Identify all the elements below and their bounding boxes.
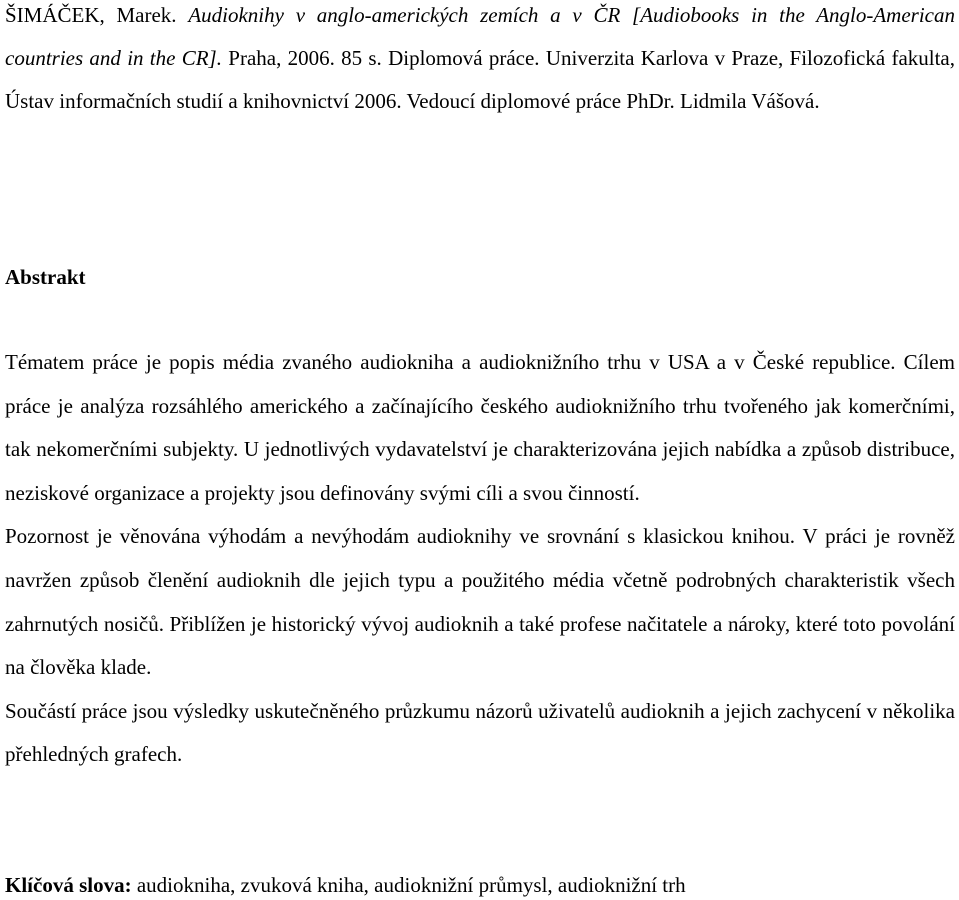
bibliographic-citation (5, 0, 955, 123)
citation-author: ŠIMÁČEK, Marek. (5, 3, 177, 27)
citation-title: Audioknihy v anglo-amerických zemích a v ČR [Audiobooks in the Anglo-American countries and in the CR]. (5, 3, 955, 70)
abstract-body (5, 341, 955, 777)
abstract-paragraph: Pozornost je věnována výhodám a nevýhodám audioknihy ve srovnání s klasickou knihou. V práci je rovněž navržen způsob členění audioknih dle jejich typu a použitého média včetně podrobných charakteristik všech zahrnutých nosičů. Přiblížen je historický vývoj audioknih a také profese načitatele a nároky, které toto povolání na člověka klade. (5, 524, 955, 680)
keywords-label: Klíčová slova: (5, 873, 132, 897)
abstract-paragraph: Tématem práce je popis média zvaného audiokniha a audioknižního trhu v USA a v České republice. Cílem práce je analýza rozsáhlého amerického a začínajícího českého audioknižního trhu tvořeného jak komerčními, tak nekomerčními subjekty. U jednotlivých vydavatelství je charakterizována jejich nabídka a způsob distribuce, neziskové organizace a projekty jsou definovány svými cíli a svou činností. (5, 350, 955, 505)
citation-details: Praha, 2006. 85 s. Diplomová práce. Univerzita Karlova v Praze, Filozofická fakulta, Ústav informačních studií a knihovnictví 2006. Vedoucí diplomové práce PhDr. Lidmila Vášová. (5, 46, 955, 113)
abstract-heading: Abstrakt (5, 265, 86, 289)
abstract-paragraph: Součástí práce jsou výsledky uskutečněného průzkumu názorů uživatelů audioknih a jejich zachycení v několika přehledných grafech. (5, 698, 955, 767)
keywords-line (5, 870, 686, 900)
keywords-value: audiokniha, zvuková kniha, audioknižní průmysl, audioknižní trh (136, 873, 686, 897)
